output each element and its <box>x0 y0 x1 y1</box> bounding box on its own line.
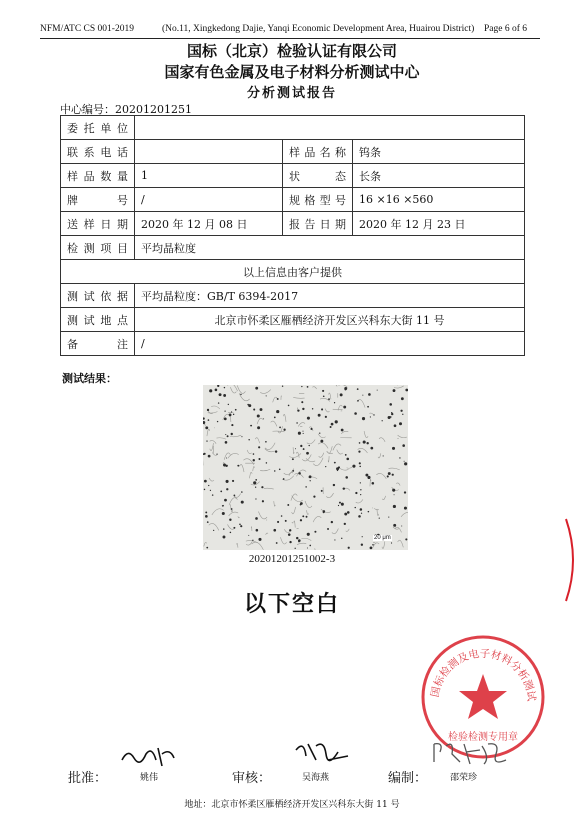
basis-label: 测试依据 <box>61 284 135 308</box>
table-row <box>61 284 525 308</box>
grain-structure <box>203 385 408 550</box>
sample-name-label: 样品名称 <box>283 140 353 164</box>
client-note: 以上信息由客户提供 <box>61 260 525 284</box>
table-row <box>61 332 525 356</box>
state-value: 长条 <box>353 164 525 188</box>
table-row <box>61 260 525 284</box>
review-label: 审核： <box>232 771 272 786</box>
svg-text:国标检测及电子材料分析测试中心: 国标检测及电子材料分析测试 <box>429 647 538 702</box>
micrograph-image <box>203 385 408 550</box>
client-value <box>135 116 525 140</box>
report-date-label: 报告日期 <box>283 212 353 236</box>
report-number: 中心编号：20201201251 <box>60 103 192 116</box>
doc-code: NFM/ATC CS 001-2019 <box>40 24 134 34</box>
footer-address: 地址：北京市怀柔区雁栖经济开发区兴科东大街 11 号 <box>184 800 400 810</box>
review-name: 吴海燕 <box>302 773 330 783</box>
page-edge-mark <box>560 515 584 605</box>
basis-value: 平均晶粒度：GB/T 6394-2017 <box>135 284 525 308</box>
table-row <box>61 212 525 236</box>
phone-value <box>135 140 283 164</box>
remark-value: / <box>135 332 525 356</box>
brand-label: 牌 号 <box>61 188 135 212</box>
results-label: 测试结果： <box>62 372 117 385</box>
review-signature <box>292 736 352 766</box>
state-label: 状 态 <box>283 164 353 188</box>
remark-label: 备 注 <box>61 332 135 356</box>
table-row <box>61 308 525 332</box>
phone-label: 联系电话 <box>61 140 135 164</box>
spec-label: 规格型号 <box>283 188 353 212</box>
send-date-value: 2020 年 12 月 08 日 <box>135 212 283 236</box>
location-label: 测试地点 <box>61 308 135 332</box>
report-title: 分析测试报告 <box>246 86 337 101</box>
location-value: 北京市怀柔区雁栖经济开发区兴科东大街 11 号 <box>135 308 525 332</box>
send-date-label: 送样日期 <box>61 212 135 236</box>
report-date-value: 2020 年 12 月 23 日 <box>353 212 525 236</box>
info-table <box>60 115 525 356</box>
qty-label: 样品数量 <box>61 164 135 188</box>
header-rule <box>40 38 540 39</box>
center-title: 国家有色金属及电子材料分析测试中心 <box>164 63 420 81</box>
qty-value: 1 <box>135 164 283 188</box>
client-label: 委托单位 <box>61 116 135 140</box>
page-number: Page 6 of 6 <box>484 24 528 34</box>
item-label: 检测项目 <box>61 236 135 260</box>
table-row <box>61 164 525 188</box>
prepare-signature <box>430 738 510 768</box>
prepare-name: 邵荣珍 <box>450 773 478 783</box>
blank-below-note: 以下空白 <box>243 592 340 617</box>
prepare-label: 编制： <box>388 771 428 786</box>
svg-text:检验检测专用章: 检验检测专用章 <box>448 732 518 743</box>
brand-value: / <box>135 188 283 212</box>
approve-label: 批准： <box>68 771 108 786</box>
header-address: (No.11, Xingkedong Dajie, Yanqi Economic Development Area, Huairou District) <box>162 24 475 34</box>
table-row <box>61 236 525 260</box>
item-value: 平均晶粒度 <box>135 236 525 260</box>
spec-value: 16 ×16 ×560 <box>353 188 525 212</box>
sample-id: 20201201251002-3 <box>248 553 336 565</box>
company-title: 国标（北京）检验认证有限公司 <box>186 42 397 60</box>
table-row <box>61 116 525 140</box>
table-row <box>61 188 525 212</box>
scale-bar-label: 20 μm <box>374 535 391 541</box>
approve-signature <box>118 740 178 770</box>
table-row <box>61 140 525 164</box>
sample-name-value: 钨条 <box>353 140 525 164</box>
approve-name: 姚伟 <box>140 773 159 783</box>
